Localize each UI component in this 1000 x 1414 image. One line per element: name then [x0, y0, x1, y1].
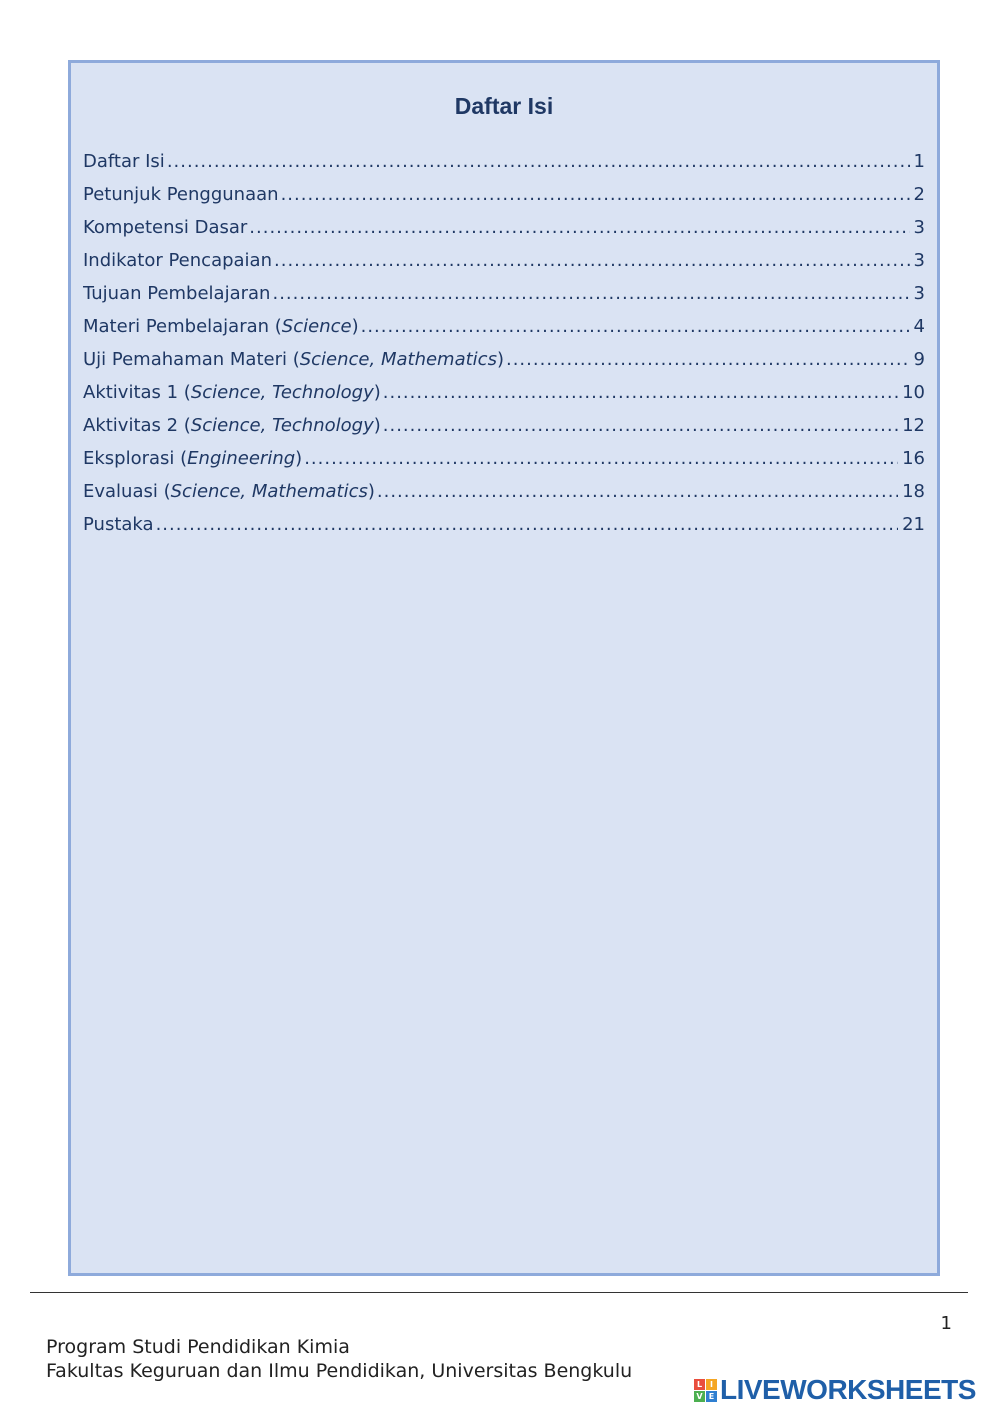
- liveworksheets-wordmark: LIVEWORKSHEETS: [720, 1374, 976, 1405]
- liveworksheets-logo[interactable]: [694, 1374, 976, 1406]
- toc-entry-label: Pustaka: [83, 514, 154, 535]
- toc-entry[interactable]: [83, 382, 925, 415]
- toc-entry-label: Kompetensi Dasar: [83, 217, 248, 238]
- toc-leader-dots: [281, 184, 910, 205]
- toc-entry-page: 21: [902, 514, 925, 535]
- toc-leader-dots: [156, 514, 899, 535]
- toc-entry-page: 16: [902, 448, 925, 469]
- toc-entry-page: 3: [913, 250, 925, 271]
- logo-tile: I: [706, 1379, 717, 1390]
- toc-entry[interactable]: [83, 217, 925, 250]
- toc-entry-label: Tujuan Pembelajaran: [83, 283, 271, 304]
- toc-leader-dots: [249, 217, 909, 238]
- toc-list: [83, 151, 925, 547]
- toc-entry-page: 1: [913, 151, 925, 172]
- toc-entry[interactable]: [83, 349, 925, 382]
- toc-entry-page: 10: [902, 382, 925, 403]
- toc-entry[interactable]: [83, 514, 925, 547]
- toc-leader-dots: [383, 415, 898, 436]
- toc-title: Daftar Isi: [454, 93, 554, 119]
- toc-entry[interactable]: [83, 448, 925, 481]
- toc-leader-dots: [377, 481, 898, 502]
- logo-tile: V: [694, 1391, 705, 1402]
- toc-entry[interactable]: [83, 184, 925, 217]
- toc-entry-label: Materi Pembelajaran (Science): [83, 316, 359, 337]
- toc-entry-label: Daftar Isi: [83, 151, 165, 172]
- toc-entry-page: 9: [913, 349, 925, 370]
- toc-entry-page: 2: [913, 184, 925, 205]
- toc-entry-label: Aktivitas 1 (Science, Technology): [83, 382, 381, 403]
- toc-leader-dots: [506, 349, 910, 370]
- toc-leader-dots: [304, 448, 898, 469]
- toc-entry[interactable]: [83, 316, 925, 349]
- toc-entry-label: Uji Pemahaman Materi (Science, Mathematics): [83, 349, 504, 370]
- toc-entry[interactable]: [83, 250, 925, 283]
- footer-faculty: Fakultas Keguruan dan Ilmu Pendidikan, Universitas Bengkulu: [46, 1360, 633, 1382]
- toc-leader-dots: [383, 382, 898, 403]
- toc-entry-page: 3: [913, 283, 925, 304]
- toc-leader-dots: [361, 316, 910, 337]
- toc-entry-page: 4: [913, 316, 925, 337]
- footer-divider: [30, 1292, 968, 1293]
- toc-entry[interactable]: [83, 481, 925, 514]
- toc-entry[interactable]: [83, 151, 925, 184]
- toc-entry-page: 12: [902, 415, 925, 436]
- toc-entry[interactable]: [83, 415, 925, 448]
- table-of-contents-box: [68, 60, 940, 1276]
- toc-leader-dots: [167, 151, 910, 172]
- toc-entry[interactable]: [83, 283, 925, 316]
- toc-entry-label: Evaluasi (Science, Mathematics): [83, 481, 375, 502]
- logo-tile: L: [694, 1379, 705, 1390]
- toc-leader-dots: [274, 250, 910, 271]
- logo-tile: E: [706, 1391, 717, 1402]
- toc-entry-label: Eksplorasi (Engineering): [83, 448, 303, 469]
- toc-entry-page: 18: [902, 481, 925, 502]
- toc-entry-label: Aktivitas 2 (Science, Technology): [83, 415, 381, 436]
- toc-entry-page: 3: [913, 217, 925, 238]
- liveworksheets-icon: [694, 1379, 717, 1402]
- page-number: 1: [940, 1313, 952, 1334]
- toc-leader-dots: [272, 283, 909, 304]
- toc-entry-label: Petunjuk Penggunaan: [83, 184, 279, 205]
- toc-entry-label: Indikator Pencapaian: [83, 250, 272, 271]
- footer-program: Program Studi Pendidikan Kimia: [46, 1336, 350, 1358]
